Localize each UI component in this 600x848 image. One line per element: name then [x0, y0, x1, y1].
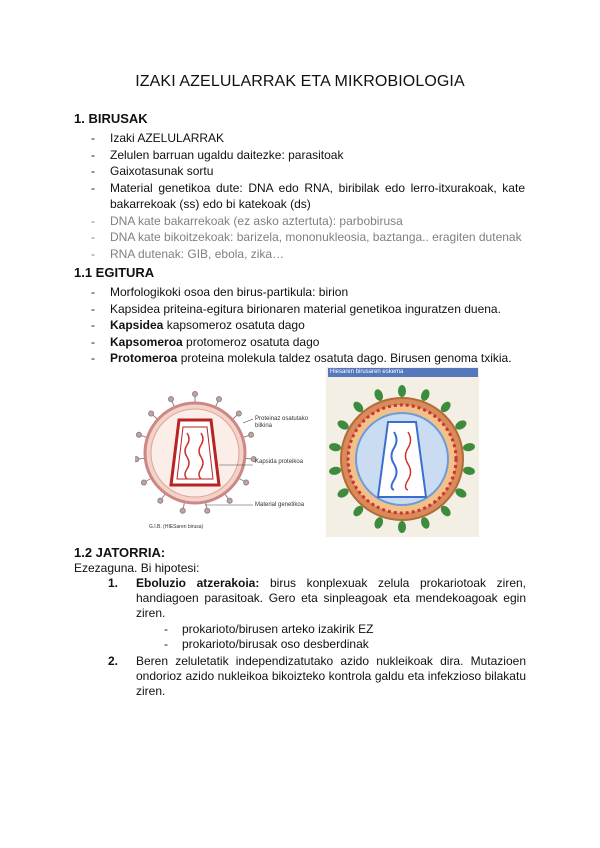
list-item: - Gaixotasunak sortu — [0, 163, 600, 180]
list-item: - Izaki AZELULARRAK — [0, 130, 600, 147]
scheme-title: Hiesaren birusaren eskema — [328, 368, 478, 377]
list-item: 2. Beren zeluletatik independizatutako azido nukleikoak dira. Mutazioen ondorioz azido nukleikoa bikoizteko kontrola galdu eta infekzioso bilakatu ziren. — [108, 654, 526, 698]
hiv-scheme-diagram — [326, 367, 479, 537]
capsid — [171, 420, 219, 485]
label-membrane: Proteinaz osatutako bilkina — [255, 416, 309, 429]
egitura-list — [0, 284, 600, 367]
section-heading-birusak: 1. BIRUSAK — [74, 111, 148, 126]
list-item: - Kapsomeroa protomeroz osatuta dago — [0, 334, 600, 351]
list-item: - Zelulen barruan ugaldu daitezke: parasitoak — [0, 147, 600, 164]
section-heading-egitura: 1.1 EGITURA — [74, 265, 155, 280]
sub-list — [136, 622, 526, 652]
list-item: - Protomeroa proteina molekula taldez osatuta dago. Birusen genoma txikia. — [0, 350, 600, 367]
label-genetic-material: Material genetikoa — [255, 502, 305, 508]
list-item: - prokarioto/birusen arteko izakirik EZ — [136, 622, 526, 637]
section-heading-jatorria: 1.2 JATORRIA: — [74, 545, 166, 560]
label-capsid: Kapsida proteikoa — [255, 459, 304, 465]
list-item: - RNA dutenak: GIB, ebola, zika… — [0, 246, 600, 263]
figure-caption: G.I.B. (HIESaren birusa) — [149, 524, 204, 530]
birusak-list — [0, 130, 600, 262]
hiv-virus-diagram — [135, 385, 325, 535]
hypotheses-list — [0, 576, 600, 699]
list-item: - DNA kate bakarrekoak (ez asko aztertuta): parbobirusa — [0, 213, 600, 230]
list-item: - prokarioto/birusak oso desberdinak — [136, 637, 526, 652]
list-item: - Morfologikoki osoa den birus-partikula: birion — [0, 284, 600, 301]
scheme-illustration — [326, 377, 479, 537]
list-item: - Kapsidea kapsomeroz osatuta dago — [0, 317, 600, 334]
list-item: - Material genetikoa dute: DNA edo RNA, biribilak edo lerro-itxurakoak, kate bakarrekoak (ss) edo bi katekoak (ds) — [0, 180, 600, 213]
list-item: 1. Eboluzio atzerakoia: birus konplexuak zelula prokariotoak ziren, handiagoen parasitoak. Gero eta sinpleagoak eta mendekoagoak egin ziren. - prokarioto/birusen arteko izakirik EZ - prokarioto/birusak oso desberdinak — [0, 576, 600, 652]
list-item: - Kapsidea priteina-egitura birionaren material genetikoa inguratzen duena. — [0, 301, 600, 318]
page-title: IZAKI AZELULARRAK ETA MIKROBIOLOGIA — [135, 73, 465, 90]
list-item: - DNA kate bikoitzekoak: barizela, mononukleosia, baztanga.. eragiten dutenak — [0, 229, 600, 246]
jatorria-intro: Ezezaguna. Bi hipotesi: — [74, 561, 200, 575]
